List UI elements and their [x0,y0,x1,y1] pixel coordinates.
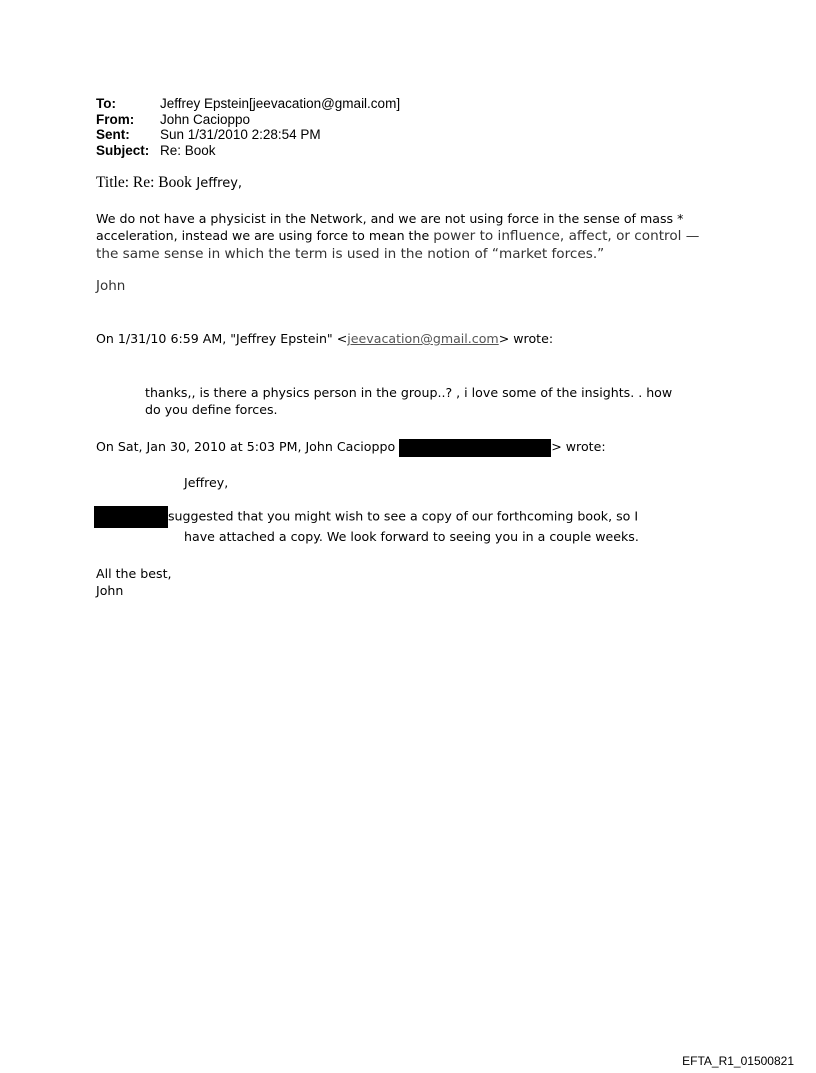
from-value: John Cacioppo [160,111,251,127]
from-row [96,112,400,128]
from-label: From: [96,111,135,127]
email-link[interactable]: jeevacation@gmail.com [347,331,499,346]
quote2-line1-text: suggested that you might wish to see a copy of our forthcoming book, so I [168,508,639,524]
document-id: EFTA_R1_01500821 [682,1054,794,1068]
subject-value: Re: Book [160,142,216,158]
reply-paragraph [96,210,716,263]
quote1-intro-suffix: > wrote: [498,331,554,346]
quote2-line1 [94,506,638,528]
quote2-greeting: Jeffrey, [184,475,229,490]
subject-row [96,143,400,159]
email-header [96,96,400,158]
to-label: To: [96,96,116,111]
sent-value: Sun 1/31/2010 2:28:54 PM [160,127,321,142]
quote2-intro-prefix: On Sat, Jan 30, 2010 at 5:03 PM, John Cacioppo [96,439,400,454]
title-line [96,174,242,193]
to-row [96,96,400,112]
message-greeting: Jeffrey, [196,176,243,191]
to-value: Jeffrey Epstein[jeevacation@gmail.com] [160,96,401,111]
quote2-closing: All the best, [96,566,172,581]
quote2-intro [96,438,606,457]
redaction-block [399,439,551,457]
sent-row [96,127,400,143]
subject-label: Subject: [96,142,150,158]
quote2-signature: John [96,583,124,598]
reply-text-part1: We do not have a physicist in the Network, and we are not using force in the sense of mass * acceleration, instead we are using force to mean the [96,211,684,243]
quote2-intro-suffix: > wrote: [551,439,606,454]
message-title: Title: Re: Book [96,174,192,191]
reply-text-part2: power to influence, affect, or control — the same sense in which the term is used in the notion of “market forces.” [96,228,700,262]
quote1-body: thanks,, is there a physics person in the group..? , i love some of the insights. . how do you define forces. [145,385,673,417]
quote2-line2: have attached a copy. We look forward to seeing you in a couple weeks. [184,529,639,544]
sent-label: Sent: [96,127,130,142]
redaction-block [94,506,168,528]
quote2-closing-block [96,565,172,599]
reply-signature: John [96,278,126,294]
quote1-intro-prefix: On 1/31/10 6:59 AM, "Jeffrey Epstein" < [96,331,348,346]
quote1-intro [96,330,553,347]
